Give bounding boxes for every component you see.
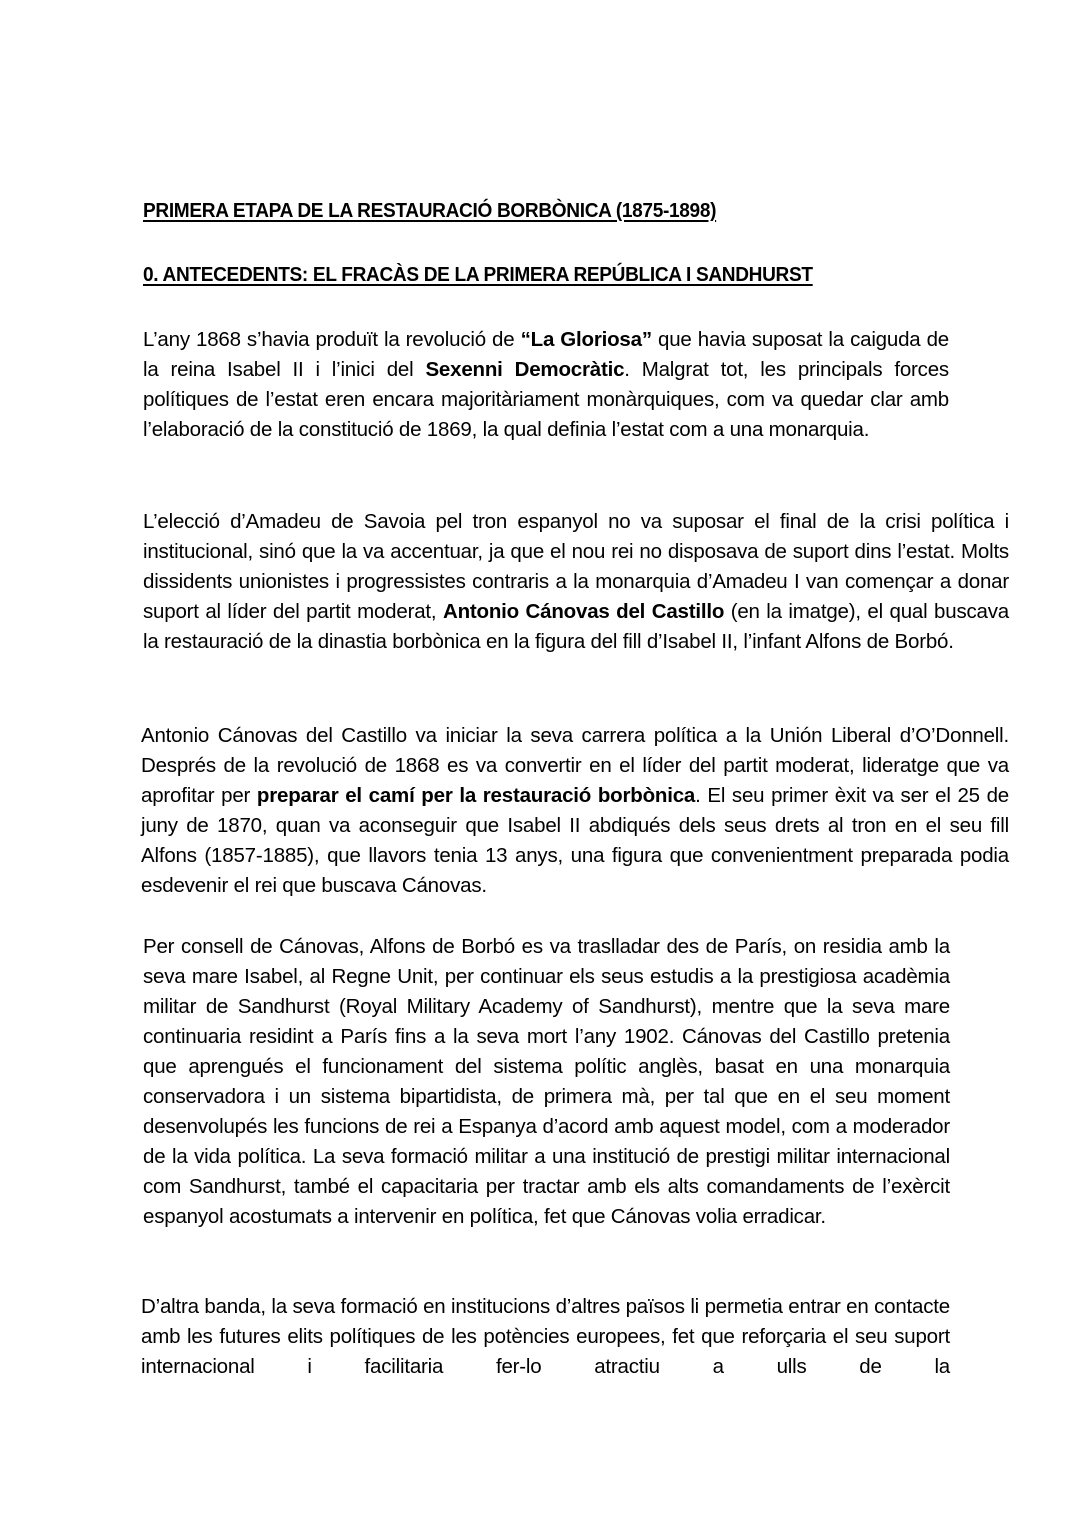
paragraph-international-support <box>141 1292 950 1382</box>
text-run: (en la imatge), el qual buscava la restauració de la dinastia borbònica en la figura del fill d’Isabel II, l’infant Alfons de Borbó. <box>143 600 1009 653</box>
section-heading: 0. ANTECEDENTS: EL FRACÀS DE LA PRIMERA REPÚBLICA I SANDHURST <box>143 263 813 286</box>
text-run: Per consell de Cánovas, Alfons de Borbó es va traslladar des de París, on residia amb la seva mare Isabel, al Regne Unit, per continuar els seus estudis a la prestigiosa acadèmia militar de Sandhurst (Royal Military Academy of Sandhurst), mentre que la seva mare continuaria residint a París fins a la seva mort l’any 1902. Cánovas del Castillo pretenia que aprengués el funcionament del sistema polític anglès, basat en una monarquia conservadora i un sistema bipartidista, de primera mà, per tal que en el seu moment desenvolupés les funcions de rei a Espanya d’acord amb aquest model, com a moderador de la vida política. La seva formació militar a una institució de prestigi militar internacional com Sandhurst, també el capacitaria per tractar amb els alts comandaments de l’exèrcit espanyol acostumats a intervenir en política, fet que Cánovas volia erradicar. <box>143 935 950 1228</box>
text-run: . Malgrat tot, les principals forces polítiques de l’estat eren encara majoritàriament monàrquiques, com va quedar clar amb l’elaboració de la constitució de 1869, la qual definia l’estat com a una monarquia. <box>143 358 949 441</box>
paragraph-canovas-career <box>141 721 1009 901</box>
paragraph-la-gloriosa <box>143 325 949 445</box>
paragraph-amadeu-de-savoia <box>143 507 1009 657</box>
text-run: . El seu primer èxit va ser el 25 de juny de 1870, quan va aconseguir que Isabel II abdiqués dels seus drets al tron en el seu fill Alfons (1857-1885), que llavors tenia 13 anys, una figura que convenientment preparada podia esdevenir el rei que buscava Cánovas. <box>141 784 1009 897</box>
text-run: L’any 1868 s’havia produït la revolució de <box>143 328 521 351</box>
paragraph-sandhurst <box>143 932 950 1232</box>
text-run: que havia suposat la caiguda de la reina Isabel II i l’inici del <box>143 328 949 381</box>
bold-text-run: “La Gloriosa” <box>520 328 652 351</box>
bold-text-run: Antonio Cánovas del Castillo <box>442 600 725 623</box>
bold-text-run: Sexenni Democràtic <box>425 358 625 381</box>
text-run: Antonio Cánovas del Castillo va iniciar la seva carrera política a la Unión Liberal d’O’Donnell. Després de la revolució de 1868 es va convertir en el líder del partit moderat, lideratge que va aprofitar per <box>141 724 1009 807</box>
bold-text-run: preparar el camí per la restauració borbònica <box>256 784 696 807</box>
document-title: PRIMERA ETAPA DE LA RESTAURACIÓ BORBÒNICA (1875-1898) <box>143 199 717 222</box>
text-run: D’altra banda, la seva formació en institucions d’altres països li permetia entrar en contacte amb les futures elits polítiques de les potències europees, fet que reforçaria el seu suport internacional i facilitaria fer-lo atractiu a ulls de la <box>141 1295 950 1378</box>
text-run: L’elecció d’Amadeu de Savoia pel tron espanyol no va suposar el final de la crisi política i institucional, sinó que la va accentuar, ja que el nou rei no disposava de suport dins l’estat. Molts dissidents unionistes i progressistes contraris a la monarquia d’Amadeu I van començar a donar suport al líder del partit moderat, <box>143 510 1009 623</box>
